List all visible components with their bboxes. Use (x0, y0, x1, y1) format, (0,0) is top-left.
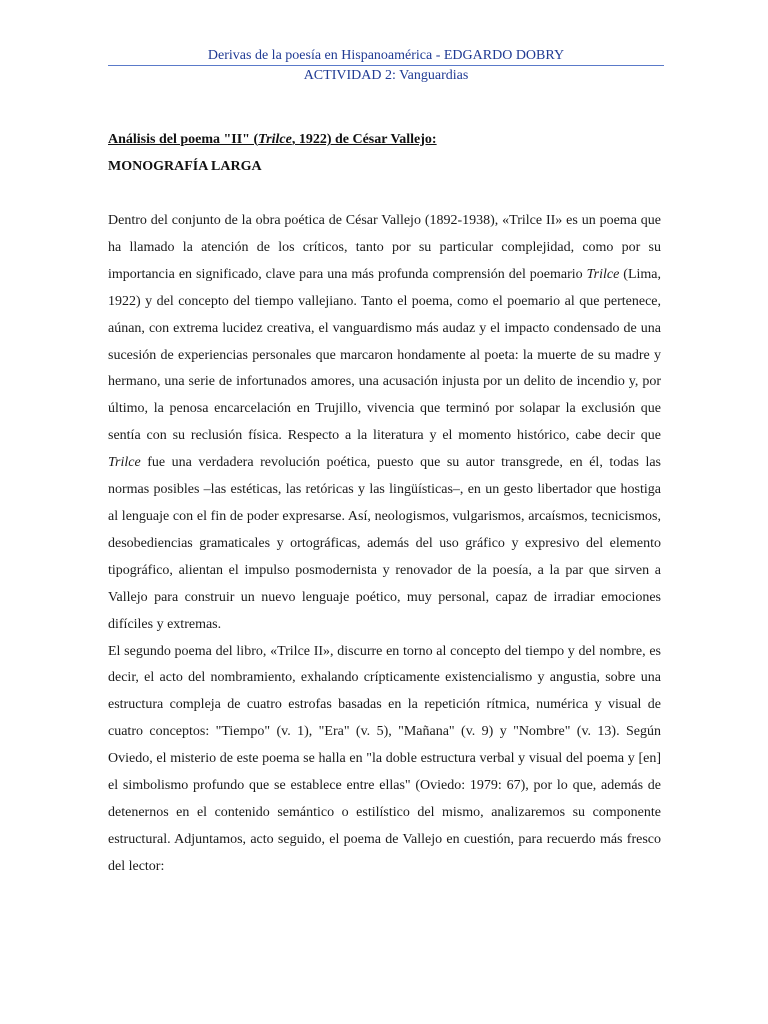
trilce-italic-1: Trilce (586, 266, 620, 282)
paragraph-1-text-c: fue una verdadera revolución poética, puesto que su autor transgrede, en él, todas las normas posibles –las estéticas, las retóricas y las lingüísticas–, en un gesto libertador que hostiga al lenguaje con el fin de poder expresarse. Así, neologismos, vulgarismos, arcaísmos, tecnicismos, desobediencias gramaticales y ortográficas, además del uso gráfico y expresivo del elemento tipográfico, alientan el impulso posmodernista y renovador de la poesía, a la par que sirven a Vallejo para construir un nuevo lenguaje poético, muy personal, capaz de irradiar emociones difíciles y extremas. (108, 455, 661, 632)
trilce-italic-2: Trilce (108, 455, 141, 471)
monograph-subtitle: MONOGRAFÍA LARGA (108, 159, 262, 174)
analysis-title-part1: Análisis del poema "II" ( (108, 132, 259, 147)
paragraph-2: El segundo poema del libro, «Trilce II», discurre en torno al concepto del tiempo y del nombre, es decir, el acto del nombramiento, exhalando crípticamente existencialismo y angustia, sobre una estructura compleja de cuatro estrofas basadas en la repetición rítmica, numérica y visual de cuatro conceptos: "Tiempo" (v. 1), "Era" (v. 5), "Mañana" (v. 9) y "Nombre" (v. 13). Según Oviedo, el misterio de este poema se halla en "la doble estructura verbal y visual del poema y [en] el simbolismo profundo que se establece entre ellas" (Oviedo: 1979: 67), por lo que, además de detenernos en el contenido semántico o estilístico del mismo, analizaremos su componente estructural. Adjuntamos, acto seguido, el poema de Vallejo en cuestión, para recuerdo más fresco del lector: (108, 643, 661, 874)
document-body (108, 208, 661, 881)
analysis-title-part2: , 1922) de César Vallejo: (291, 132, 437, 147)
paragraph-1-text-a: Dentro del conjunto de la obra poética de César Vallejo (1892-1938), «Trilce II» es un poema que ha llamado la atención de los críticos, tanto por su particular complejidad, como por su importancia en significado, clave para una más profunda comprensión del poemario (108, 213, 661, 282)
analysis-title-underline (108, 132, 437, 147)
analysis-title (108, 132, 664, 148)
paragraph-1-text-b: (Lima, 1922) y del concepto del tiempo vallejiano. Tanto el poema, como el poemario al que pertenece, aúnan, con extrema lucidez creativa, el vanguardismo más audaz y el impacto condensado de una sucesión de experiencias personales que marcaron hondamente al poeta: la muerte de su madre y hermano, una serie de infortunados amores, una acusación injusta por un delito de incendio y, por último, la penosa encarcelación en Trujillo, vivencia que terminó por solapar la exclusión que sentía con su reclusión física. Respecto a la literatura y el momento histórico, cabe decir que (108, 266, 661, 444)
header-course-title: Derivas de la poesía en Hispanoamérica - EDGARDO DOBRY (108, 46, 664, 66)
paragraph-1 (108, 208, 661, 639)
header-activity: ACTIVIDAD 2: Vanguardias (303, 68, 469, 83)
document-header (108, 46, 664, 85)
analysis-title-italic: Trilce (258, 132, 292, 147)
